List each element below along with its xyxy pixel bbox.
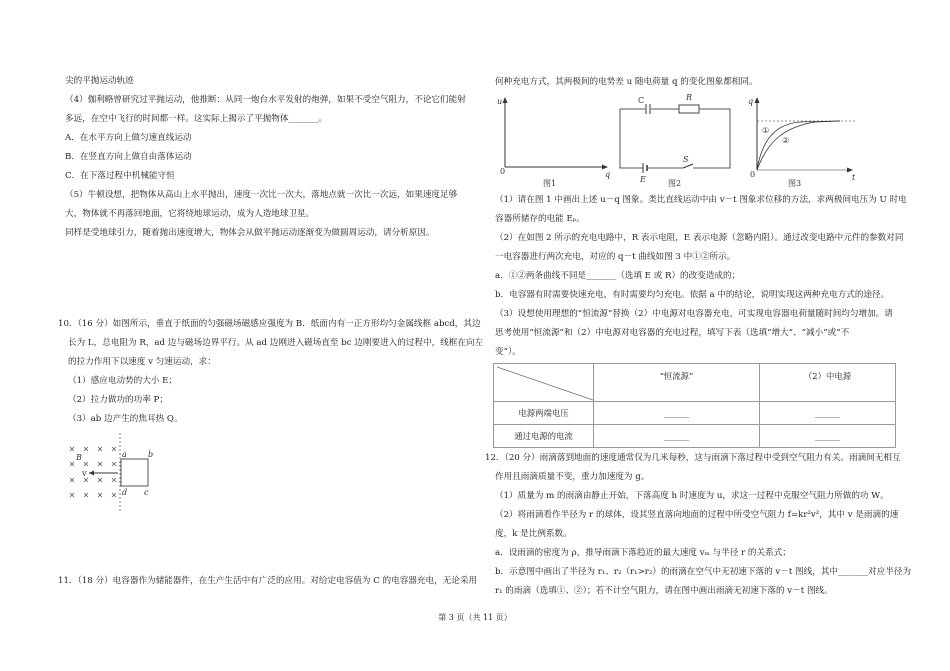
text-line: B．在竖直方向上做自由落体运动: [65, 152, 192, 162]
origin: 0: [750, 170, 756, 179]
answer-blank[interactable]: ______: [760, 402, 896, 425]
text-line: 长为 L，总电阻为 R，ad 边与磁场边界平行。从 ad 边刚进入磁场直至 bc 边刚要进入的过程中，线框在向左: [68, 338, 484, 348]
magnetic-field-figure: [60, 430, 160, 520]
field-cross-icon: [84, 478, 88, 482]
field-cross-icon: [98, 493, 102, 497]
text-line: （4）伽利略曾研究过平抛运动，他推断：从同一炮台水平发射的炮弹，如果不受空气阻力，不论它们能射: [65, 95, 466, 105]
axis-t: t: [852, 173, 856, 182]
text-line: （1）感应电动势的大小 E；: [68, 376, 178, 386]
text-line: r₁ 的雨滴（选填①、②）；若不计空气阻力，请在图中画出雨滴无初速下落的 v－t 图线。: [495, 586, 833, 596]
field-cross-icon: [70, 447, 74, 451]
table-cell: 通过电源的电流: [494, 425, 594, 448]
text-line: 的拉力作用下以速度 v 匀速运动，求：: [68, 357, 216, 367]
table-cell: 电源两端电压: [494, 402, 594, 425]
text-line: 一电容器进行两次充电，对应的 q－t 曲线如图 3 中①②所示。: [495, 252, 736, 262]
caption-fig3: 图3: [788, 179, 802, 188]
text-line: （1）请在图 1 中画出上述 u－q 图象。类比直线运动中由 v－t 图象求位移的方法，求两极间电压为 U 时电: [495, 195, 907, 205]
table-row: [494, 402, 896, 425]
answer-blank[interactable]: ______: [594, 402, 760, 425]
label-v: v: [82, 469, 87, 478]
text-line: 同样是受地球引力，随着抛出速度增大，物体会从做平抛运动逐渐变为做圆周运动，请分析原因。: [65, 228, 435, 238]
comparison-table: [493, 363, 896, 448]
field-cross-icon: [98, 447, 102, 451]
question-11-start: 11．（18 分）电容器作为储能器件，在生产生活中有广泛的应用。对给定电容值为 C 的电容器充电，无论采用: [58, 576, 478, 586]
label-E: E: [640, 175, 646, 184]
field-cross-icon: [112, 478, 116, 482]
field-cross-icon: [70, 462, 74, 466]
field-cross-icon: [70, 478, 74, 482]
table-row: [494, 425, 896, 448]
page-footer: 第 3 页（共 11 页）: [438, 613, 512, 622]
text-line: （2）将雨滴看作半径为 r 的球体，设其竖直落向地面的过程中所受空气阻力 f=kr²v²，其中 v 是雨滴的速: [495, 510, 899, 520]
text-line: 多远，在空中飞行的时间都一样。这实际上揭示了平抛物体_______。: [65, 114, 328, 124]
field-cross-icon: [84, 462, 88, 466]
text-line: a．①②两条曲线不同是_______（选填 E 或 R）的改变造成的；: [495, 271, 741, 281]
text-line: （5）牛顿设想，把物体从高山上水平抛出，速度一次比一次大，落地点就一次比一次远，如果速度足够: [65, 190, 458, 200]
text-line: C．在下落过程中机械能守恒: [65, 171, 175, 181]
field-cross-icon: [112, 462, 116, 466]
field-cross-icon: [112, 493, 116, 497]
curve-1-label: ①: [762, 126, 770, 135]
figure-3-qt-graph: [745, 92, 875, 192]
text-line: b．示意图中画出了半径为 r₁、r₂（r₁>r₂）的雨滴在空气中无初速下落的 v－t 图线，其中_______对应半径为: [495, 567, 912, 577]
field-cross-icon: [98, 478, 102, 482]
field-cross-icon: [70, 493, 74, 497]
text-line: b．电容器有时需要快速充电，有时需要均匀充电。依据 a 中的结论，说明实现这两种充电方式的途径。: [495, 290, 890, 300]
field-cross-icon: [84, 447, 88, 451]
label-a: a: [122, 450, 127, 459]
label-d: d: [122, 488, 128, 497]
text-line: A．在水平方向上做匀速直线运动: [65, 133, 192, 143]
answer-blank[interactable]: ______: [594, 425, 760, 448]
caption-fig1: 图1: [543, 179, 557, 188]
text-line: 作用且雨滴质量不变，重力加速度为 g。: [495, 472, 650, 482]
table-header: “恒流源”: [594, 364, 760, 402]
text-line: 12．（20 分）雨滴落到地面的速度通常仅为几米每秒，这与雨滴下落过程中受到空气阻力有关。雨滴间无相互: [485, 453, 901, 463]
label-b: b: [148, 450, 154, 459]
field-cross-icon: [98, 462, 102, 466]
text-line: 容器所储存的电能 Eₚ。: [495, 214, 585, 224]
text-line: 思考使用“恒流源”和（2）中电源对电容器的充电过程，填写下表（选填“增大”、“减小”或“不: [495, 328, 850, 338]
field-cross-icon: [84, 493, 88, 497]
axis-q: q: [605, 170, 611, 179]
text-line: （2）在如图 2 所示的充电电路中，R 表示电阻，E 表示电源（忽略内阻）。通过改变电路中元件的参数对同: [495, 233, 904, 243]
curve-2-label: ②: [782, 136, 790, 145]
text-line: （3）ab 边产生的焦耳热 Q。: [68, 414, 183, 424]
text-line: 度，k 是比例系数。: [495, 529, 572, 539]
label-c: c: [144, 488, 149, 497]
label-C: C: [638, 96, 645, 105]
caption-fig2: 图2: [668, 179, 682, 188]
text-line: （2）拉力做功的功率 P；: [68, 395, 168, 405]
text-line: 尖的平抛运动轨迹: [65, 76, 134, 86]
origin: 0: [500, 167, 506, 176]
text-line: （3）设想使用理想的“恒流源”替换（2）中电源对电容器充电，可实现电容器电荷量随时间均匀增加。请: [495, 309, 893, 319]
figure-2-circuit: [615, 92, 740, 192]
text-line: 变”）。: [495, 347, 521, 357]
table-header: （2）中电源: [760, 364, 896, 402]
text-line: a．设雨滴的密度为 ρ，推导雨滴下落趋近的最大速度 vₘ 与半径 r 的关系式；: [495, 548, 791, 558]
field-cross-icon: [112, 447, 116, 451]
label-S: S: [683, 155, 689, 164]
question-11-continued: 何种充电方式，其两极间的电势差 u 随电荷量 q 的变化图象都相同。: [495, 77, 758, 87]
axis-q: q: [748, 97, 754, 106]
text-line: 10．（16 分）如图所示，垂直于纸面的匀强磁场磁感应强度为 B．纸面内有一正方形均匀金属线框 abcd，其边: [58, 319, 481, 329]
text-line: （1）质量为 m 的雨滴由静止开始，下落高度 h 时速度为 u，求这一过程中克服空气阻力所做的功 W。: [495, 491, 889, 501]
answer-blank[interactable]: ______: [760, 425, 896, 448]
axis-u: u: [497, 97, 503, 106]
text-line: 大，物体就不再落回地面，它将绕地球运动，成为人造地球卫星。: [65, 209, 315, 219]
label-B: B: [76, 453, 82, 462]
label-R: R: [686, 93, 693, 102]
figure-1-uq-graph: [495, 92, 615, 192]
table-corner-cell: [494, 364, 594, 402]
